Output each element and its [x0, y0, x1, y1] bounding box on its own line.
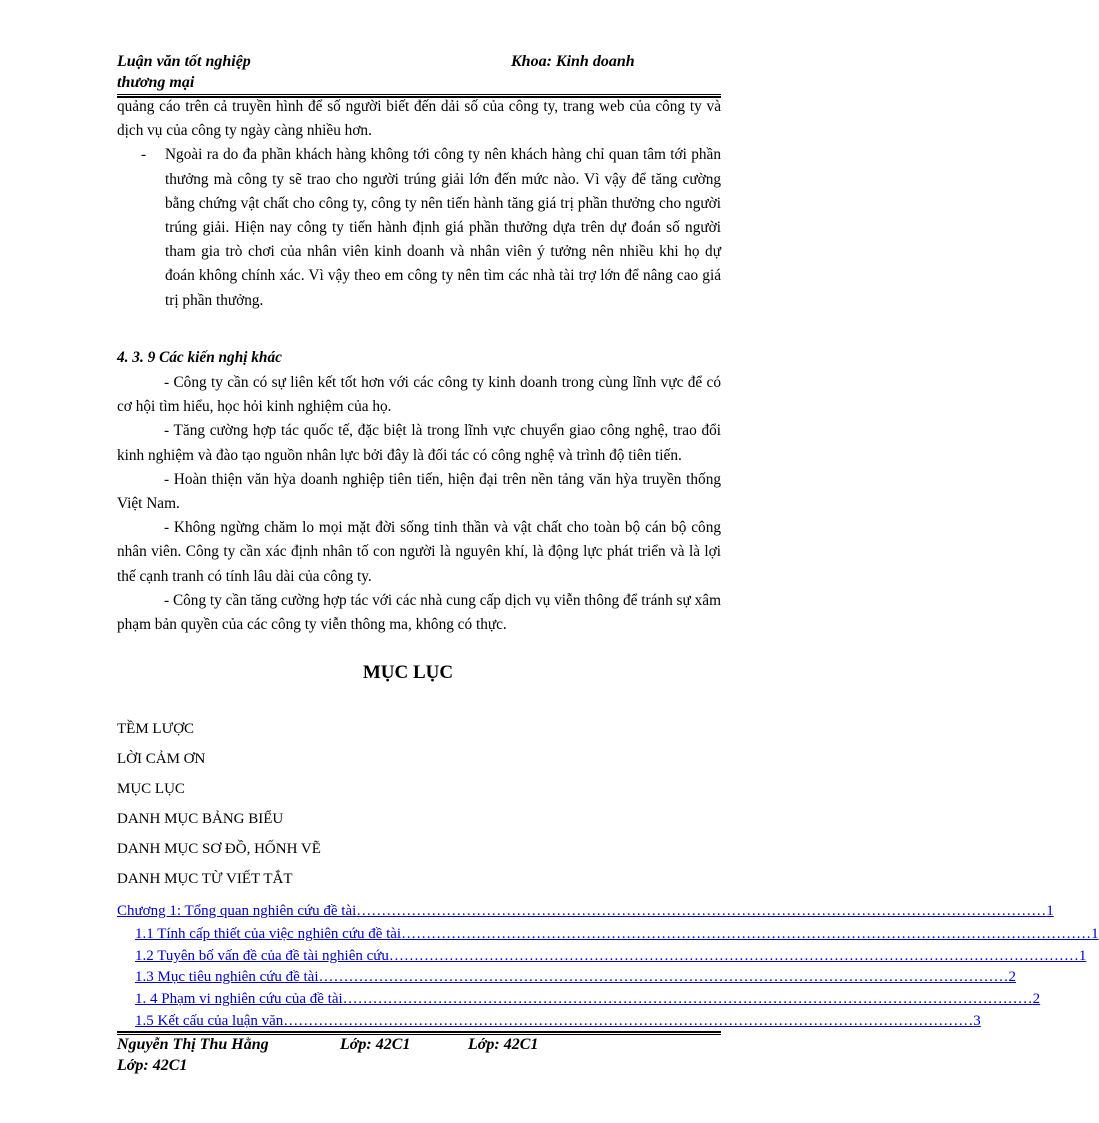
bullet-dash: -: [141, 146, 147, 164]
body-lower: [117, 371, 721, 637]
footer-author: Nguyễn Thị Thu Hằng: [117, 1036, 269, 1053]
front-matter-item: TỀM LƯỢC: [117, 721, 195, 737]
paragraph-continued: quảng cáo trên cả truyền hình để số người biết đến dải số của công ty, trang web của công ty và dịch vụ của công ty ngày càng nhiều hơn.: [117, 98, 721, 140]
footer-class: Lớp: 42C1: [468, 1036, 539, 1053]
front-matter-item: MỤC LỤC: [117, 781, 185, 797]
toc-entry-1-1[interactable]: [135, 923, 1099, 943]
front-matter-item: LỜI CẢM ƠN: [117, 751, 206, 767]
bullet-text: Ngoài ra do đa phần khách hàng không tới công ty nên khách hàng chỉ quan tâm tới phần thưởng mà công ty sẽ trao cho người trúng giải lớn đến mức nào. Vì vậy để tăng cường bằng chứng vật chất cho công ty, công ty nên tiến hành tăng giá trị phần thưởng cho người trúng giải. Hiện nay công ty tiến hành định giá phần thưởng dựa trên dự đoán số người tham gia trò chơi của nhân viên kinh doanh và nhân viên ý tưởng nên nhiều khi họ dự đoán không chính xác. Vì vậy theo em công ty nên tìm các nhà tài trợ lớn để nâng cao giá trị phần thưởng.: [165, 146, 721, 309]
body-upper: [117, 95, 721, 313]
recommendation-item: - Không ngừng chăm lo mọi mặt đời sống tinh thần và vật chất cho toàn bộ cán bộ công nhân viên. Công ty cần xác định nhân tố con người là nguyên khí, là động lực phát triển và là lợi thế cạnh tranh có tính lâu dài của công ty.: [117, 519, 721, 585]
header-title-line1: Luận văn tốt nghiệp: [117, 53, 251, 70]
toc-entry-page: 2: [1008, 969, 1017, 985]
toc-leader: …………………………………………………………………………………………………………………………: [318, 969, 1009, 985]
footer-class: Lớp: 42C1: [340, 1036, 411, 1053]
toc-entry-title: Chương 1: Tổng quan nghiên cứu đề tài: [117, 903, 357, 919]
toc-leader: …………………………………………………………………………………………………………………………: [388, 948, 1079, 964]
toc-entry-1-3[interactable]: [135, 966, 1017, 986]
front-matter-item: DANH MỤC BẢNG BIỂU: [117, 811, 284, 827]
toc-entry-page: 1: [1046, 903, 1054, 919]
header-faculty: Khoa: Kinh doanh: [511, 53, 635, 70]
toc-entry-page: 1: [1078, 948, 1087, 964]
toc-entry-title: 1.1 Tính cấp thiết của việc nghiên cứu đề tài: [135, 926, 402, 942]
bullet-paragraph: [117, 143, 721, 312]
toc-leader: …………………………………………………………………………………………………………………………: [356, 903, 1047, 919]
front-matter-item: DANH MỤC TỪ VIẾT TẮT: [117, 871, 293, 887]
footer-class: Lớp: 42C1: [117, 1057, 188, 1074]
recommendation-item: - Hoàn thiện văn hỳa doanh nghiệp tiên tiến, hiện đại trên nền tảng văn hỳa truyền thống Việt Nam.: [117, 470, 721, 513]
toc-entry-1-5[interactable]: [135, 1010, 981, 1030]
toc-entry-1-4[interactable]: [135, 988, 1041, 1008]
header-title-line2: thương mại: [117, 74, 195, 91]
footer-rule-thin: [117, 1034, 721, 1035]
toc-entry-title: 1.2 Tuyên bố vấn đề của đề tài nghiên cứu: [135, 948, 389, 964]
toc-entry-chapter-1[interactable]: [117, 900, 1054, 920]
toc-leader: …………………………………………………………………………………………………………………………: [283, 1013, 974, 1029]
toc-entry-title: 1.5 Kết cấu của luận văn: [135, 1013, 284, 1029]
toc-leader: …………………………………………………………………………………………………………………………: [342, 991, 1033, 1007]
footer-rule-thick: [117, 1031, 721, 1033]
recommendation-item: - Công ty cần tăng cường hợp tác với các nhà cung cấp dịch vụ viễn thông để tránh sự xâm phạm bản quyền của các công ty viễn thông ma, không có thực.: [117, 591, 721, 634]
toc-entry-1-2[interactable]: [135, 945, 1087, 965]
toc-entry-page: 1: [1091, 926, 1099, 942]
recommendation-item: - Tăng cường hợp tác quốc tế, đặc biệt là trong lĩnh vực chuyển giao công nghệ, trao đổi kinh nghiệm và đào tạo nguồn nhân lực bởi đây là đối tác có công nghệ và trình độ tiên tiến.: [117, 422, 721, 464]
toc-entry-page: 3: [973, 1013, 981, 1029]
toc-entry-title: 1.3 Mục tiêu nghiên cứu đề tài: [135, 969, 319, 985]
recommendation-item: - Công ty cần có sự liên kết tốt hơn với các công ty kinh doanh trong cùng lĩnh vực để có cơ hội tìm hiểu, học hỏi kinh nghiệm của họ.: [117, 374, 721, 416]
toc-entry-title: 1. 4 Phạm vi nghiên cứu của đề tài: [135, 991, 343, 1007]
front-matter-item: DANH MỤC SƠ ĐỒ, HỐNH VẼ: [117, 841, 321, 857]
toc-heading: MỤC LỤC: [362, 662, 454, 683]
toc-leader: …………………………………………………………………………………………………………………………: [401, 926, 1092, 942]
section-title: 4. 3. 9 Các kiến nghị khác: [117, 349, 282, 366]
toc-entry-page: 2: [1032, 991, 1041, 1007]
